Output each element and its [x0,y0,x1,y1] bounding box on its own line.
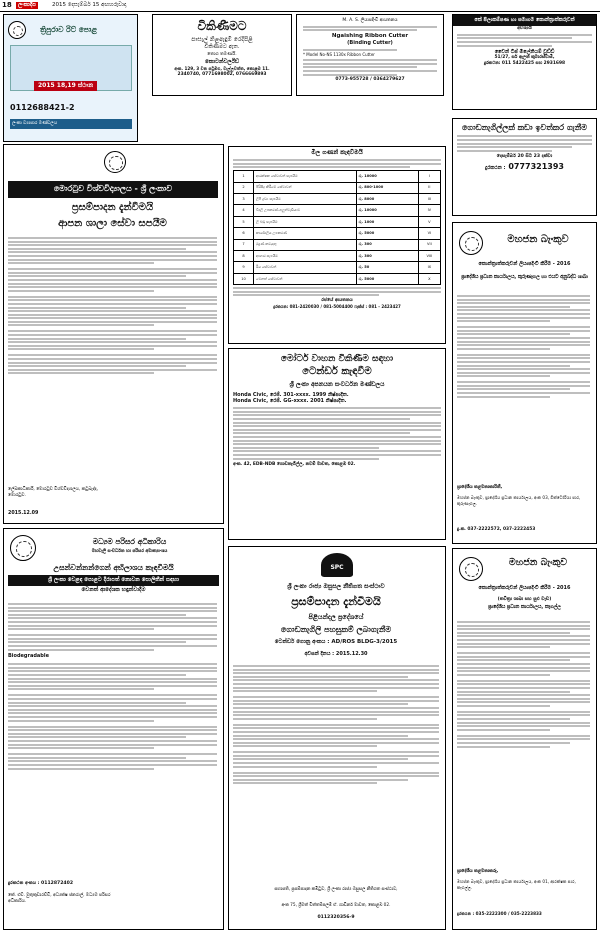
quotation-cell-cat: III [418,194,440,205]
bank2-office: ප්‍රාදේශීය ප්‍රධාන කාර්යාලය, කෑගල්ල [488,605,561,610]
quotation-row [234,251,441,262]
ad-quotations [228,146,446,344]
spc-signature: සභාපති, ප්‍රසම්පාදන කමිටුව, ශ්‍රී ලංකා රාජ්‍ය ඔසුසල නීතිගත සංස්ථාව, [274,887,398,892]
quotation-cell-cat: II [418,182,440,193]
quotation-cell-no: 3 [234,194,254,205]
vikinimata-line3: තොග තමණයි. [207,51,237,57]
moratuwa-signature: ලේඛකාධිකාරී, මොරටුව විශ්වවිද්‍යාලය, කටුබැද්ද, මොරටුව. [8,487,99,498]
contractors-name: වෛන් ටිප් මිලේනියම් වුඩ්ඩ් [494,48,555,55]
ad-vikinimata [152,14,292,96]
demolition-date: දෙසැම්බර් 20 සිට 23 දක්වා [496,153,553,159]
ribbon-title: Ngaishing Ribbon Cutter [331,32,409,39]
ad-moratuwa [3,144,224,524]
quotation-cell-desc: ලී බඩු සැපයීම [254,216,357,227]
vikinimata-line2: විකිණීමට ඇත. [204,44,240,51]
bank2-address: මහජන බැංකුව, ප්‍රාදේශීය ප්‍රධාන කාර්යාලය, අංක 01, ආරක්ෂක පාර, කෑගල්ල. [457,879,576,890]
quotation-cell-amount: රු. 10000 [356,171,418,182]
quotation-cell-amount: රු. 1000 [356,216,418,227]
quotation-cell-amount: රු. 300 [356,251,418,262]
quotation-cell-desc: රිය සේවාවන් [254,262,357,273]
bank2-signature: ප්‍රාදේශීය කළමනාකරු, [457,869,499,874]
quotation-row [234,171,441,182]
ad-bank-kurunegala [452,222,597,544]
bank1-office: ප්‍රාදේශීය ප්‍රධාන කාර්යාලය, කුරුණෑගල හා එයට අනුබද්ධ ශාඛා [461,275,588,280]
masthead-logo: ලංකාදීප [18,2,37,8]
quotation-cell-desc: විදුලි උපකරණ අලුත්වැඩියාව [254,205,357,216]
motor-subtitle: ටෙන්ඩර් කැඳවීම [302,366,372,378]
quotation-cell-desc: වෙනත් සේවාවන් [254,273,357,284]
fair-date-banner: 2015 18,19 ස්ථාන [34,81,97,91]
motor-org: ශ්‍රී ලංකා අපනයන සංවර්ධන මණ්ඩලය [289,380,385,388]
page-header [0,0,600,12]
bank1-phones: දු.ක. 037-2222572, 037-2222453 [457,527,536,532]
contractors-address: 51/27, සර් ඇලන් කුමාරස්වාමි, [494,55,555,61]
environment-title: උසන්වන්නන්ගෙන් අභිලාශය කැඳවීමයි [53,563,174,572]
quotations-table [233,170,441,285]
motor-vehicle-2: Honda Civic, රෙජි. GG-xxxx. 2001 නිෂ්පාදිත. [233,398,347,405]
bank1-title: මහජන බැංකුව [507,234,569,245]
quotation-cell-cat: IV [418,205,440,216]
quotation-row [234,228,441,239]
vikinimata-phones: 2340740, 0771698002, 0766669893 [177,71,267,77]
motor-address: අංක. 42, EDB-NDB ගොඩනැගිල්ල, නවම් මාවත, කොළඹ 02. [233,461,356,467]
quotations-phones: දුරකථන: 081-2420030 / 081-5004400 ෆැක්ස් : 081 - 2423427 [273,304,401,310]
spc-phone: 0112320356-9 [317,915,355,920]
quotation-cell-cat: V [418,216,440,227]
spc-sub-1: පිළියන්දල ප්‍රදේශයේ [308,613,364,621]
quotation-cell-no: 9 [234,262,254,273]
quotation-cell-no: 7 [234,239,254,250]
spc-address: අංක 75, ශ්‍රීමත් චිත්තම්පලම් ඒ. ගාඩිනර් මාවත, කොළඹ 02. [281,903,391,908]
quotation-cell-desc: මුද්‍රණ කටයුතු [254,239,357,250]
bank-logo [459,231,483,255]
fair-footer: ලංකා ව්‍යාපාර මණ්ඩලය [10,119,132,129]
ad-motor-vehicle-tender [228,348,446,540]
vikinimata-address: අංක. 129, 3 වන පටුමග, වැල්ලවත්ත, කොළඹ 11. [174,66,270,72]
ad-environment-authority [3,528,224,930]
quotation-row [234,262,441,273]
quotation-cell-amount: රු. 10000 [356,205,418,216]
contractors-phone: දුරකථන: 011 5422425 සහ 2931698 [483,61,566,67]
vikinimata-title: විකිණීමට [197,19,247,33]
quotation-cell-cat: VIII [418,251,440,262]
quotation-cell-desc: ලිපි ද්‍රව්‍ය සැපයීම [254,194,357,205]
contractors-title: කේ පීලාකම්පණ හා සමාගම කොන්ත්‍රාත්කරුවන් [453,15,596,26]
logo-emblem [8,21,26,39]
spc-tender-no: AD/ROS BLDG-3/2015 [331,639,398,645]
moratuwa-title: ප්‍රසම්පාදන දැන්වීමයි [71,202,154,213]
quotation-row [234,239,441,250]
quotation-row [234,216,441,227]
quotation-cell-amount: රු. 5000 [356,273,418,284]
spc-sub-2: ගොඩනැගිලි පහසුකම් ලබාගැනීම [280,625,392,634]
quotation-cell-amount: රු. 8000 [356,194,418,205]
demolition-phone: 0777321393 [508,161,564,171]
bank1-address: මහජන බැංකුව, ප්‍රාදේශීය ප්‍රධාන කාර්යාලය, අංක 03, වික්ටෝරියා පාර, කුරුණෑගල. [457,495,581,506]
quotation-cell-no: 2 [234,182,254,193]
quotation-cell-no: 6 [234,228,254,239]
page-number: 18 [2,1,12,9]
bank2-title: මහජන බැංකුව [508,557,568,568]
ribbon-model: * Model No-NS 1130x Ribbon Cutter [303,52,375,58]
ribbon-heading: M. A. S. ලියාපදිංචි ආයතනය [342,18,398,23]
bank2-phones: දුරකථන : 035-2222300 / 035-2223833 [457,911,542,916]
quotation-cell-no: 5 [234,216,254,227]
ad-fair [3,14,138,142]
quotation-cell-amount: රු. 800-1000 [356,182,418,193]
spc-org: ශ්‍රී ලංකා රාජ්‍ය ඔසුසල නීතිගත සංස්ථාව [287,583,385,590]
quotation-row [234,273,441,284]
ad-ribbon-cutter [296,14,444,96]
environment-ministry-sub: මහවැලි සංවර්ධන හා පරිසර අමාත්‍යාංශය [91,549,168,554]
spc-tender-label: ටෙන්ඩර් ගොනු අංකය : [274,639,330,645]
quotation-row [234,194,441,205]
vikinimata-name: කොටන්වර්ල්ඩ් [205,58,239,65]
quotations-title: මිල ගණන් කැඳවීමයි [311,149,363,156]
quotations-footer: රජයේ ආයතනය [321,298,353,304]
environment-ministry: මධ්‍යම පරිසර අධිකාරිය [92,537,167,546]
quotation-cell-desc: ආහාර සැපයීම [254,251,357,262]
demolition-phone-label: දුරකථන : [485,164,506,171]
quotation-cell-no: 8 [234,251,254,262]
vikinimata-line1: පාසැල් නිළඇඳුම් රෙදිපිළි [191,36,253,44]
quotation-row [234,182,441,193]
motor-vehicle-1: Honda Civic, රෙජි. 301-xxxx. 1999 නිෂ්පාදිත. [233,391,349,398]
environment-subtitle: ශ්‍රී ලංකා වෙළඳ පොළට දිරාපත් නොවන පොලිතීන් සඳහා [8,575,219,586]
fair-phone: 0112688421-2 [10,103,75,112]
bank-logo-2 [459,557,483,581]
contractors-subtitle: අවශ්‍යයි [517,25,532,31]
ad-fair-title: ත්‍රිපුරාව රිට් පොළ [40,25,98,34]
spc-logo: SPC [321,553,353,577]
quotation-cell-no: 10 [234,273,254,284]
quotation-cell-amount: රු. 300 [356,239,418,250]
quotation-cell-no: 4 [234,205,254,216]
quotation-row [234,205,441,216]
quotation-cell-no: 1 [234,171,254,182]
bank2-subtitle: කොන්ත්‍රාත්කරුවන් ලියාපදිංචි කිරීම - 2016 [478,585,571,591]
spc-closing-date: අවසන් දිනය : 2015.12.30 [304,651,368,657]
ad-contractors-top [452,14,597,110]
quotation-cell-desc: පිරිසිදු කිරීමේ සේවාවන් [254,182,357,193]
quotation-cell-cat: VII [418,239,440,250]
environment-signature: කේ. එච්. මුතුකුඩාරච්චි, අධ්‍යක්ෂ ජනරාල්, මධ්‍යම පරිසර අධිකාරිය. [8,893,111,904]
moratuwa-subtitle: ආපන ශාලා සේවා සපයීම [58,218,167,229]
ad-building-demolition [452,118,597,216]
environment-subtitle-2: වෙනත් ආදේශක හඳුන්වාදීම [81,587,146,593]
bank2-sub-2: (තවිත්‍රා ශාඛා සහ සුළු වැඩ) [497,597,552,602]
quotation-cell-amount: රු. 50 [356,262,418,273]
bank1-subtitle: කොන්ත්‍රාත්කරුවන් ලියාපදිංචි කිරීම - 2016 [478,261,571,267]
quotation-cell-desc: ආරක්ෂක සේවාවන් සැපයීම [254,171,357,182]
spc-title: ප්‍රසම්පාදන දැන්වීමයි [291,595,381,608]
motor-title: මෝටර් වාහන විකිණීම සඳහා [280,354,394,364]
quotation-cell-desc: කාර්යාලීය උපකරණ [254,228,357,239]
moratuwa-date: 2015.12.09 [8,511,39,516]
quotation-cell-amount: රු. 5000 [356,228,418,239]
university-crest [104,151,126,173]
bank1-signature: ප්‍රාදේශීය කළමනාකාරිනී, [457,485,503,490]
quotation-cell-cat: I [418,171,440,182]
demolition-title: ගොඩනැගිල්ලක් කඩා ඉවත්කර ගැනීම [461,123,588,132]
environment-keyword: Biodegradable [8,652,49,659]
environment-phone: දුරකථන අංකය : 0112872402 [8,881,74,886]
quotation-cell-cat: IX [418,262,440,273]
ribbon-subtitle: (Binding Cutter) [347,40,393,47]
ribbon-phone: 0773-955728 / 0364279627 [335,77,405,83]
quotation-cell-cat: X [418,273,440,284]
ad-bank-kegalle [452,548,597,930]
government-crest [10,535,36,561]
ad-spc-procurement [228,546,446,930]
header-date: 2015 දෙසැම්බර් 15 අඟහරුවාදා [52,2,127,8]
moratuwa-university: මොරටුව විශ්වවිද්‍යාලය - ශ්‍රී ලංකාව [8,181,218,198]
quotation-cell-cat: VI [418,228,440,239]
